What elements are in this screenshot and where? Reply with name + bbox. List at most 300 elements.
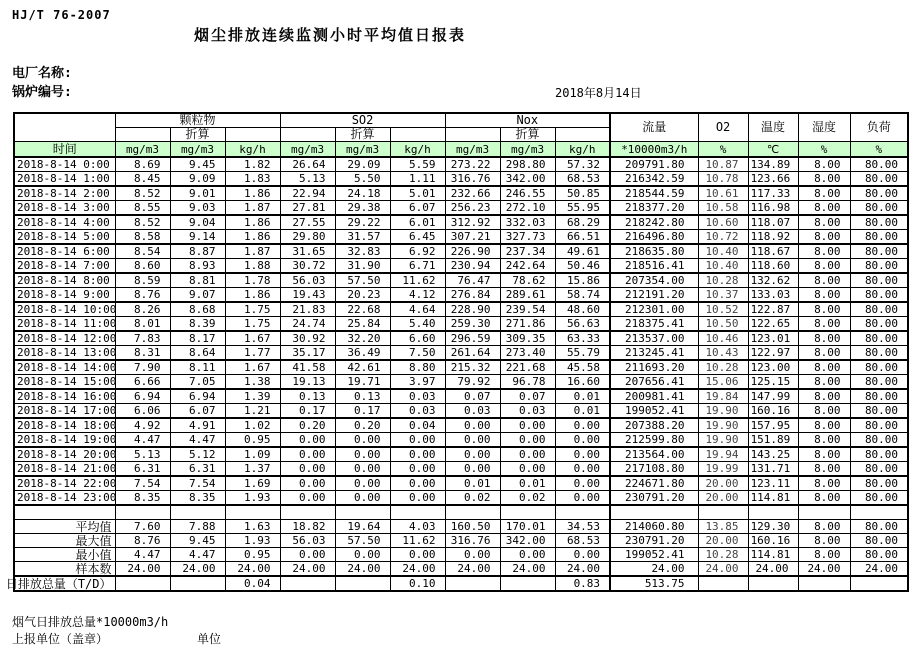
so2-converted-cell: 19.64 — [335, 520, 390, 534]
temperature-cell: 133.03 — [748, 288, 798, 303]
flow-cell: 211693.20 — [610, 360, 698, 375]
nox-converted-cell: 342.00 — [500, 172, 555, 187]
temperature-cell: 24.00 — [748, 562, 798, 577]
time-cell: 2018-8-14 21:00 — [14, 462, 115, 477]
so2-rate-cell: 0.00 — [390, 548, 445, 562]
unit-cell: kg/h — [555, 142, 610, 158]
load-cell: 80.00 — [850, 462, 908, 477]
flow-cell: 224671.80 — [610, 476, 698, 491]
monitoring-table — [5, 112, 909, 592]
humidity-cell: 24.00 — [798, 562, 850, 577]
nox-rate-cell: 0.01 — [555, 389, 610, 404]
so2-converted-cell: 36.49 — [335, 346, 390, 361]
o2-cell: 19.94 — [698, 447, 748, 462]
header-row-groups — [14, 113, 908, 128]
nox-rate-cell: 16.60 — [555, 375, 610, 390]
standard-code: HJ/T 76-2007 — [12, 8, 111, 22]
time-cell: 2018-8-14 7:00 — [14, 259, 115, 274]
nox-rate-cell: 24.00 — [555, 562, 610, 577]
time-cell: 2018-8-14 20:00 — [14, 447, 115, 462]
humidity-cell: 8.00 — [798, 172, 850, 187]
pm-converted-cell: 7.88 — [170, 520, 225, 534]
flow-cell: 213245.41 — [610, 346, 698, 361]
nox-rate-cell: 0.00 — [555, 418, 610, 433]
nox-value-cell: 230.94 — [445, 259, 500, 274]
pm-converted-cell: 9.03 — [170, 201, 225, 216]
nox-converted-cell: 0.07 — [500, 389, 555, 404]
o2-cell: 10.28 — [698, 360, 748, 375]
pm-converted-cell: 8.81 — [170, 273, 225, 288]
summary-label: 日排放总量（T/D） — [5, 577, 112, 591]
load-cell: 80.00 — [850, 201, 908, 216]
table-row — [14, 404, 908, 419]
nox-rate-cell: 0.00 — [555, 462, 610, 477]
pm-converted-cell: 4.47 — [170, 433, 225, 448]
load-cell: 80.00 — [850, 433, 908, 448]
flow-cell: 218516.41 — [610, 259, 698, 274]
so2-converted-cell — [335, 576, 390, 591]
pm-value-cell: 8.52 — [115, 186, 170, 201]
load-cell: 24.00 — [850, 562, 908, 577]
o2-cell: 10.40 — [698, 259, 748, 274]
nox-rate-cell: 15.86 — [555, 273, 610, 288]
temperature-cell: 143.25 — [748, 447, 798, 462]
humidity-cell: 8.00 — [798, 288, 850, 303]
so2-rate-cell: 1.11 — [390, 172, 445, 187]
temperature-cell: 123.66 — [748, 172, 798, 187]
so2-rate-cell: 11.62 — [390, 273, 445, 288]
unit-cell: mg/m3 — [500, 142, 555, 158]
o2-cell: 10.60 — [698, 215, 748, 230]
so2-rate-cell: 0.00 — [390, 462, 445, 477]
temperature-cell: 160.16 — [748, 534, 798, 548]
so2-value-cell: 0.17 — [280, 404, 335, 419]
pm-converted-cell: 8.87 — [170, 244, 225, 259]
nox-rate-cell: 0.83 — [555, 576, 610, 591]
humidity-cell: 8.00 — [798, 491, 850, 506]
so2-converted-cell: 5.50 — [335, 172, 390, 187]
pm-converted-cell: 8.93 — [170, 259, 225, 274]
humidity-cell: 8.00 — [798, 404, 850, 419]
so2-rate-cell: 11.62 — [390, 534, 445, 548]
humidity-cell: 8.00 — [798, 346, 850, 361]
nox-rate-cell: 63.33 — [555, 331, 610, 346]
pm-value-cell: 8.59 — [115, 273, 170, 288]
pm-converted-cell: 8.64 — [170, 346, 225, 361]
pm-converted-cell: 9.01 — [170, 186, 225, 201]
nox-value-cell: 0.00 — [445, 433, 500, 448]
nox-value-cell: 79.92 — [445, 375, 500, 390]
pm-rate-cell: 1.69 — [225, 476, 280, 491]
humidity-cell: 8.00 — [798, 157, 850, 172]
so2-converted-cell: 0.00 — [335, 491, 390, 506]
pm-value-cell: 8.55 — [115, 201, 170, 216]
so2-rate-cell: 3.97 — [390, 375, 445, 390]
load-cell: 80.00 — [850, 476, 908, 491]
nox-value-cell: 0.00 — [445, 447, 500, 462]
so2-rate-cell: 4.12 — [390, 288, 445, 303]
pm-rate-cell: 1.77 — [225, 346, 280, 361]
time-cell: 2018-8-14 9:00 — [14, 288, 115, 303]
nox-value-cell: 316.76 — [445, 172, 500, 187]
o2-cell: 24.00 — [698, 562, 748, 577]
so2-value-cell: 41.58 — [280, 360, 335, 375]
so2-rate-cell: 0.00 — [390, 476, 445, 491]
pm-value-cell: 7.90 — [115, 360, 170, 375]
load-cell: 80.00 — [850, 317, 908, 332]
so2-converted-cell: 29.09 — [335, 157, 390, 172]
nox-converted-cell: 272.10 — [500, 201, 555, 216]
pm-value-cell: 4.47 — [115, 548, 170, 562]
pm-rate-cell: 0.04 — [225, 576, 280, 591]
nox-value-cell: 0.00 — [445, 548, 500, 562]
temperature-cell: 123.11 — [748, 476, 798, 491]
table-row — [14, 186, 908, 201]
load-cell: 80.00 — [850, 389, 908, 404]
so2-value-cell: 0.00 — [280, 491, 335, 506]
so2-rate-cell: 5.59 — [390, 157, 445, 172]
flow-cell: 218635.80 — [610, 244, 698, 259]
load-cell: 80.00 — [850, 259, 908, 274]
so2-rate-cell — [390, 505, 445, 520]
so2-value-cell: 31.65 — [280, 244, 335, 259]
nox-converted-cell: 0.03 — [500, 404, 555, 419]
so2-value-cell: 30.92 — [280, 331, 335, 346]
pm-value-cell: 24.00 — [115, 562, 170, 577]
so2-value-cell: 35.17 — [280, 346, 335, 361]
so2-rate-cell: 6.01 — [390, 215, 445, 230]
humidity-cell: 8.00 — [798, 201, 850, 216]
blank-cell — [280, 128, 335, 142]
nox-rate-cell: 55.79 — [555, 346, 610, 361]
o2-cell: 13.85 — [698, 520, 748, 534]
temperature-cell: 129.30 — [748, 520, 798, 534]
table-row — [14, 201, 908, 216]
converted-label-nox: 折算 — [500, 128, 555, 142]
nox-rate-cell: 56.63 — [555, 317, 610, 332]
table-row — [14, 491, 908, 506]
so2-value-cell: 24.74 — [280, 317, 335, 332]
o2-cell: 20.00 — [698, 476, 748, 491]
nox-converted-cell: 237.34 — [500, 244, 555, 259]
so2-converted-cell: 0.00 — [335, 548, 390, 562]
o2-cell: 10.28 — [698, 548, 748, 562]
pm-rate-cell: 1.93 — [225, 491, 280, 506]
o2-cell: 19.90 — [698, 404, 748, 419]
unit-cell: mg/m3 — [170, 142, 225, 158]
so2-converted-cell: 0.20 — [335, 418, 390, 433]
pm-value-cell: 8.01 — [115, 317, 170, 332]
load-cell: 80.00 — [850, 360, 908, 375]
temperature-cell — [748, 576, 798, 591]
so2-rate-cell: 8.80 — [390, 360, 445, 375]
flow-cell: 230791.20 — [610, 534, 698, 548]
so2-value-cell: 5.13 — [280, 172, 335, 187]
time-cell: 2018-8-14 13:00 — [14, 346, 115, 361]
time-cell — [14, 505, 115, 520]
time-cell — [14, 548, 115, 562]
so2-rate-cell: 0.04 — [390, 418, 445, 433]
pm-rate-cell: 1.02 — [225, 418, 280, 433]
col-temperature: 温度 — [748, 113, 798, 142]
report-date: 2018年8月14日 — [555, 86, 642, 100]
converted-label-pm: 折算 — [170, 128, 225, 142]
pm-value-cell: 8.76 — [115, 534, 170, 548]
nox-value-cell — [445, 505, 500, 520]
summary-row — [14, 548, 908, 562]
flow-cell — [610, 505, 698, 520]
humidity-cell: 8.00 — [798, 273, 850, 288]
temperature-cell: 123.00 — [748, 360, 798, 375]
blank-cell — [390, 128, 445, 142]
load-cell: 80.00 — [850, 548, 908, 562]
time-cell: 2018-8-14 23:00 — [14, 491, 115, 506]
so2-value-cell: 22.94 — [280, 186, 335, 201]
o2-cell: 10.40 — [698, 244, 748, 259]
pm-rate-cell: 1.86 — [225, 230, 280, 245]
pm-converted-cell — [170, 505, 225, 520]
flow-cell: 207656.41 — [610, 375, 698, 390]
humidity-cell: 8.00 — [798, 375, 850, 390]
table-row — [14, 157, 908, 172]
pm-value-cell: 8.58 — [115, 230, 170, 245]
o2-cell: 10.50 — [698, 317, 748, 332]
so2-rate-cell: 6.92 — [390, 244, 445, 259]
o2-cell: 10.58 — [698, 201, 748, 216]
unit-cell: % — [698, 142, 748, 158]
so2-rate-cell: 0.03 — [390, 404, 445, 419]
pm-rate-cell: 1.39 — [225, 389, 280, 404]
table-row — [14, 273, 908, 288]
flow-cell: 513.75 — [610, 576, 698, 591]
flow-cell: 218375.41 — [610, 317, 698, 332]
so2-value-cell: 0.00 — [280, 476, 335, 491]
nox-rate-cell: 57.32 — [555, 157, 610, 172]
temperature-cell: 122.65 — [748, 317, 798, 332]
humidity-cell: 8.00 — [798, 548, 850, 562]
pm-converted-cell: 9.45 — [170, 534, 225, 548]
load-cell: 80.00 — [850, 215, 908, 230]
time-cell: 2018-8-14 0:00 — [14, 157, 115, 172]
pm-value-cell: 6.66 — [115, 375, 170, 390]
temperature-cell: 122.97 — [748, 346, 798, 361]
time-cell: 2018-8-14 17:00 — [14, 404, 115, 419]
nox-converted-cell: 242.64 — [500, 259, 555, 274]
so2-rate-cell: 6.45 — [390, 230, 445, 245]
summary-label: 样本数 — [75, 562, 112, 576]
table-body — [5, 157, 908, 591]
pm-rate-cell: 1.63 — [225, 520, 280, 534]
nox-value-cell: 276.84 — [445, 288, 500, 303]
pm-value-cell: 8.69 — [115, 157, 170, 172]
flow-cell: 212191.20 — [610, 288, 698, 303]
pm-value-cell: 7.83 — [115, 331, 170, 346]
table-row — [14, 230, 908, 245]
nox-value-cell: 261.64 — [445, 346, 500, 361]
flow-cell: 24.00 — [610, 562, 698, 577]
nox-converted-cell: 271.86 — [500, 317, 555, 332]
load-cell: 80.00 — [850, 534, 908, 548]
pm-value-cell: 8.54 — [115, 244, 170, 259]
nox-value-cell: 256.23 — [445, 201, 500, 216]
pm-converted-cell: 7.05 — [170, 375, 225, 390]
humidity-cell: 8.00 — [798, 259, 850, 274]
pm-converted-cell: 9.04 — [170, 215, 225, 230]
nox-converted-cell: 78.62 — [500, 273, 555, 288]
so2-value-cell — [280, 576, 335, 591]
flue-gas-total-note: 烟气日排放总量*10000m3/h — [12, 615, 169, 629]
humidity-cell: 8.00 — [798, 317, 850, 332]
summary-row — [14, 562, 908, 577]
load-cell: 80.00 — [850, 273, 908, 288]
load-cell: 80.00 — [850, 520, 908, 534]
so2-converted-cell: 0.00 — [335, 476, 390, 491]
load-cell: 80.00 — [850, 418, 908, 433]
time-cell: 2018-8-14 11:00 — [14, 317, 115, 332]
unit-cell-flow: *10000m3/h — [610, 142, 698, 158]
time-column-header: 时间 — [14, 142, 115, 158]
so2-rate-cell: 0.03 — [390, 389, 445, 404]
reporting-unit-label: 上报单位（盖章） — [12, 632, 109, 646]
humidity-cell: 8.00 — [798, 230, 850, 245]
spacer-row — [14, 505, 908, 520]
temperature-cell: 157.95 — [748, 418, 798, 433]
nox-rate-cell — [555, 505, 610, 520]
flow-cell: 216342.59 — [610, 172, 698, 187]
so2-value-cell: 0.00 — [280, 433, 335, 448]
pm-rate-cell: 1.88 — [225, 259, 280, 274]
o2-cell: 10.87 — [698, 157, 748, 172]
pm-rate-cell: 1.75 — [225, 317, 280, 332]
temperature-cell: 147.99 — [748, 389, 798, 404]
nox-converted-cell: 246.55 — [500, 186, 555, 201]
nox-value-cell: 312.92 — [445, 215, 500, 230]
humidity-cell: 8.00 — [798, 462, 850, 477]
humidity-cell: 8.00 — [798, 476, 850, 491]
summary-label: 最大值 — [75, 534, 112, 548]
load-cell: 80.00 — [850, 157, 908, 172]
blank-cell — [555, 128, 610, 142]
temperature-cell: 151.89 — [748, 433, 798, 448]
so2-rate-cell: 0.00 — [390, 433, 445, 448]
humidity-cell: 8.00 — [798, 215, 850, 230]
temperature-cell: 116.98 — [748, 201, 798, 216]
so2-converted-cell: 0.00 — [335, 433, 390, 448]
pm-converted-cell: 4.47 — [170, 548, 225, 562]
so2-value-cell: 24.00 — [280, 562, 335, 577]
table-row — [14, 476, 908, 491]
so2-converted-cell: 24.18 — [335, 186, 390, 201]
pm-value-cell — [115, 505, 170, 520]
nox-value-cell: 0.02 — [445, 491, 500, 506]
pm-value-cell: 8.76 — [115, 288, 170, 303]
nox-converted-cell: 0.00 — [500, 462, 555, 477]
so2-value-cell — [280, 505, 335, 520]
o2-cell: 19.90 — [698, 433, 748, 448]
o2-cell: 19.99 — [698, 462, 748, 477]
so2-rate-cell: 6.07 — [390, 201, 445, 216]
table-row — [14, 346, 908, 361]
so2-value-cell: 0.13 — [280, 389, 335, 404]
pm-rate-cell: 0.95 — [225, 548, 280, 562]
nox-converted-cell: 0.00 — [500, 433, 555, 448]
time-cell: 2018-8-14 18:00 — [14, 418, 115, 433]
so2-value-cell: 29.80 — [280, 230, 335, 245]
temperature-cell: 114.81 — [748, 548, 798, 562]
load-cell: 80.00 — [850, 404, 908, 419]
table-row — [14, 172, 908, 187]
blank-cell — [225, 128, 280, 142]
humidity-cell: 8.00 — [798, 360, 850, 375]
pm-value-cell: 8.35 — [115, 491, 170, 506]
pm-value-cell — [115, 576, 170, 591]
unit-cell: % — [850, 142, 908, 158]
corner-cell — [14, 113, 115, 142]
so2-rate-cell: 5.01 — [390, 186, 445, 201]
time-cell — [5, 576, 115, 591]
flow-cell: 209791.80 — [610, 157, 698, 172]
so2-converted-cell: 57.50 — [335, 273, 390, 288]
col-o2: O2 — [698, 113, 748, 142]
pm-value-cell: 4.47 — [115, 433, 170, 448]
humidity-cell: 8.00 — [798, 302, 850, 317]
nox-rate-cell: 68.53 — [555, 534, 610, 548]
so2-converted-cell: 19.71 — [335, 375, 390, 390]
o2-cell: 10.37 — [698, 288, 748, 303]
nox-rate-cell: 50.85 — [555, 186, 610, 201]
so2-rate-cell: 4.03 — [390, 520, 445, 534]
pm-value-cell: 8.31 — [115, 346, 170, 361]
nox-converted-cell: 0.00 — [500, 418, 555, 433]
nox-value-cell — [445, 576, 500, 591]
header-row-units — [14, 142, 908, 158]
unit-cell: mg/m3 — [115, 142, 170, 158]
nox-rate-cell: 58.74 — [555, 288, 610, 303]
table-row — [14, 331, 908, 346]
pm-converted-cell: 8.39 — [170, 317, 225, 332]
boiler-number-label: 锅炉编号: — [12, 85, 72, 100]
col-flow: 流量 — [610, 113, 698, 142]
summary-label: 最小值 — [75, 548, 112, 562]
pm-converted-cell: 6.31 — [170, 462, 225, 477]
pm-rate-cell: 1.87 — [225, 201, 280, 216]
humidity-cell: 8.00 — [798, 520, 850, 534]
so2-value-cell: 18.82 — [280, 520, 335, 534]
pm-value-cell: 6.94 — [115, 389, 170, 404]
o2-cell: 15.06 — [698, 375, 748, 390]
summary-row — [14, 520, 908, 534]
time-cell: 2018-8-14 14:00 — [14, 360, 115, 375]
unit-cell: % — [798, 142, 850, 158]
page-title: 烟尘排放连续监测小时平均值日报表 — [193, 26, 466, 44]
pm-rate-cell: 1.83 — [225, 172, 280, 187]
so2-value-cell: 19.13 — [280, 375, 335, 390]
pm-value-cell: 8.52 — [115, 215, 170, 230]
load-cell: 80.00 — [850, 186, 908, 201]
pm-rate-cell: 1.82 — [225, 157, 280, 172]
col-group-particulate: 颗粒物 — [115, 113, 280, 128]
temperature-cell: 132.62 — [748, 273, 798, 288]
so2-value-cell: 0.00 — [280, 548, 335, 562]
temperature-cell — [748, 505, 798, 520]
so2-rate-cell: 4.64 — [390, 302, 445, 317]
pm-rate-cell: 1.86 — [225, 186, 280, 201]
pm-value-cell: 8.45 — [115, 172, 170, 187]
pm-converted-cell: 8.17 — [170, 331, 225, 346]
flow-cell: 218544.59 — [610, 186, 698, 201]
nox-converted-cell: 289.61 — [500, 288, 555, 303]
o2-cell: 10.61 — [698, 186, 748, 201]
